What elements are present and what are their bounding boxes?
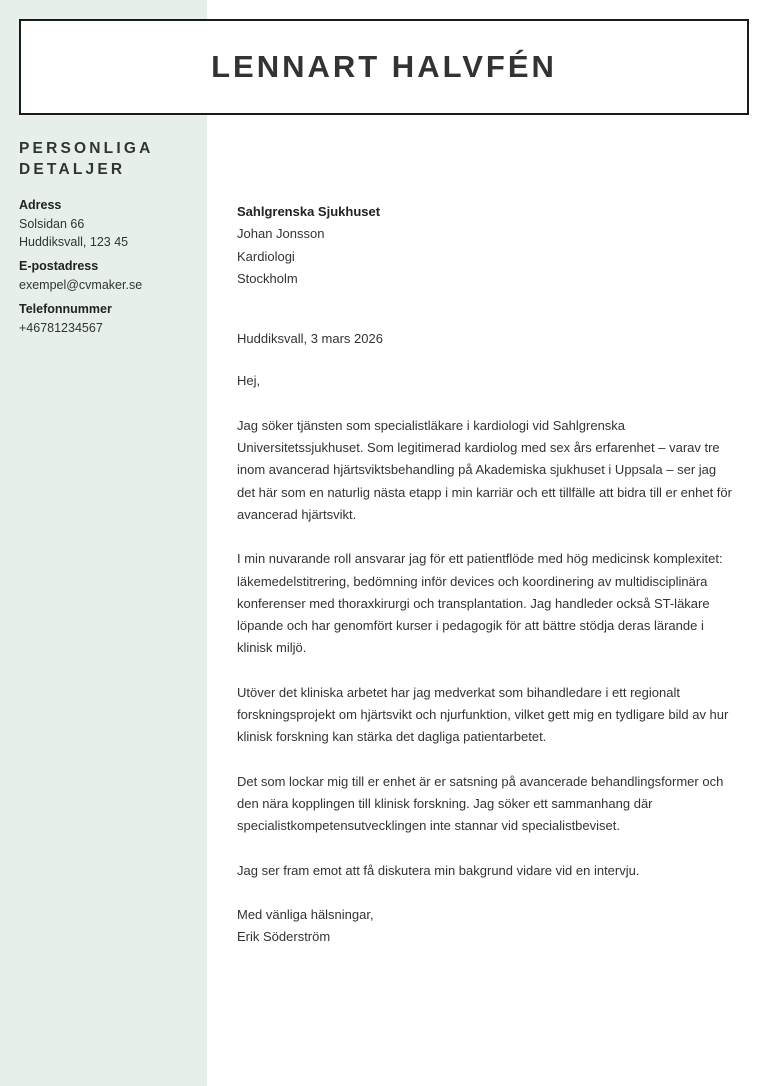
- paragraph: Jag ser fram emot att få diskutera min bakgrund vidare vid en intervju.: [237, 862, 640, 878]
- heading-line-1: PERSONLIGA: [19, 140, 154, 157]
- heading-line-2: DETALJER: [19, 161, 126, 178]
- closing-phrase: Med vänliga hälsningar,: [237, 906, 374, 922]
- email-label: E-postadress: [19, 259, 99, 273]
- phone-label: Telefonnummer: [19, 302, 112, 316]
- date-line: Huddiksvall, 3 mars 2026: [237, 331, 383, 347]
- signature: Erik Söderström: [237, 929, 331, 945]
- email-block: [19, 257, 199, 294]
- recipient-block: [237, 201, 737, 290]
- address-line-2: Huddiksvall, 123 45: [19, 235, 129, 249]
- phone-block: [19, 300, 199, 337]
- phone-value: +46781234567: [19, 321, 103, 335]
- greeting: Hej,: [237, 373, 261, 389]
- recipient-name: Johan Jonsson: [237, 226, 325, 242]
- recipient-org: Sahlgrenska Sjukhuset: [237, 204, 381, 219]
- applicant-name: LENNART HALVFÉN: [211, 49, 557, 84]
- paragraph: Jag söker tjänsten som specialistläkare i kardiologi vid Sahlgrenska Universitetssjukhuset. Som legitimerad kardiolog med sex års erfarenhet – varav tre inom avancerad hjärtsviktsbehandling på Akademiska sjukhuset i Uppsala – ser jag det här som en naturlig nästa etapp i min karriär och ett tillfälle att bidra till er enhet för avancerad hjärtsvikt.: [237, 417, 732, 522]
- paragraph: Det som lockar mig till er enhet är er satsning på avancerade behandlingsformer och den nära kopplingen till klinisk forskning. Jag söker ett sammanhang där specialistkompetensutvecklingen inte stannar vid specialistbeviset.: [237, 773, 724, 834]
- name-header: [19, 19, 749, 115]
- letter-body: [237, 201, 737, 948]
- recipient-city: Stockholm: [237, 270, 298, 286]
- address-label: Adress: [19, 198, 62, 212]
- paragraph: Utöver det kliniska arbetet har jag medverkat som bihandledare i ett regionalt forskningsprojekt om hjärtsvikt och njurfunktion, vilket gett mig en tydligare bild av hur klinisk forskning kan stärka det dagliga patientarbetet.: [237, 684, 729, 745]
- personal-details-heading: [19, 138, 199, 180]
- email-value: exempel@cvmaker.se: [19, 278, 143, 292]
- personal-details: [19, 138, 199, 343]
- paragraph: I min nuvarande roll ansvarar jag för ett patientflöde med hög medicinsk komplexitet: läkemedelstitrering, bedömning inför devices och koordinering av multidisciplinära konferenser med thoraxkirurgi och transplantation. Jag handleder också ST-läkare löpande och har genomfört kurser i pedagogik för att bättre stödja deras lärande i klinisk miljö.: [237, 551, 723, 656]
- closing-block: [237, 904, 737, 949]
- address-block: [19, 196, 199, 251]
- address-line-1: Solsidan 66: [19, 217, 85, 231]
- recipient-dept: Kardiologi: [237, 248, 295, 264]
